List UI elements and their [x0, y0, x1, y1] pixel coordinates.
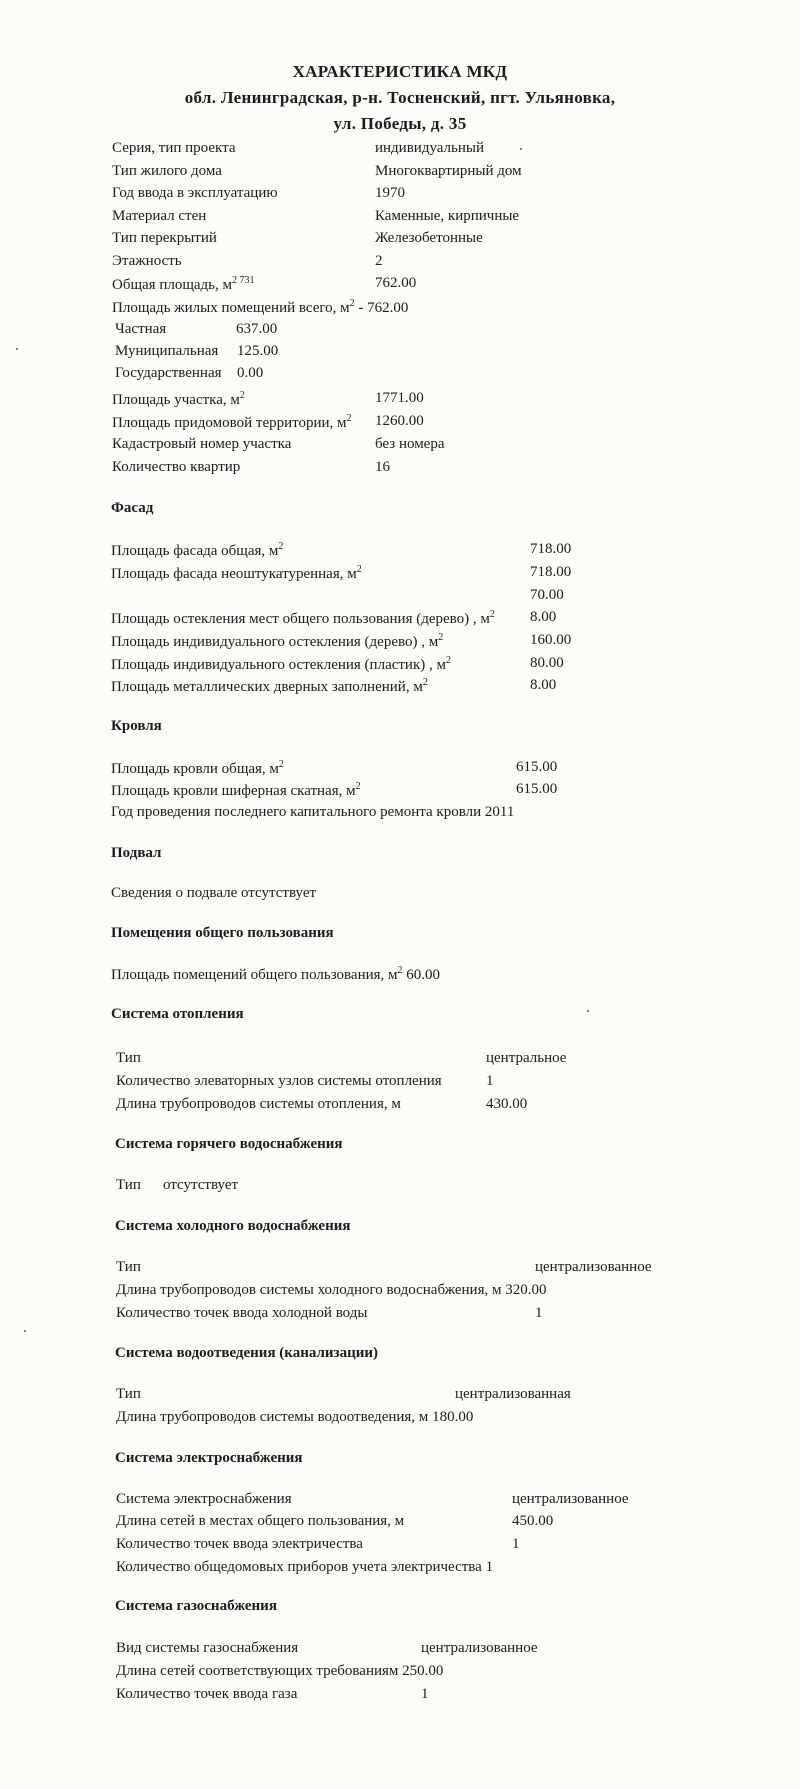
row-value: 8.00 — [530, 677, 557, 693]
row-label-text: Серия, тип проекта — [112, 140, 236, 156]
section-title: Система холодного водоснабжения — [115, 1218, 351, 1234]
row-label-text: Площадь жилых помещений всего, м — [112, 300, 350, 316]
section-title: Кровля — [111, 718, 162, 734]
row-label-text: Площадь фасада общая, м — [111, 543, 279, 559]
row-value: 1 — [512, 1536, 520, 1552]
row-label — [112, 141, 236, 156]
scan-speck — [587, 1010, 589, 1012]
row-label-text: Материал стен — [112, 208, 207, 224]
row-value: 0.00 — [237, 365, 264, 381]
row-inline-value: 60.00 — [402, 967, 441, 983]
row-label — [116, 1641, 298, 1656]
section-title: Система газоснабжения — [115, 1598, 277, 1614]
row-label-text: Тип — [116, 1177, 141, 1193]
doc-address-line2: ул. Победы, д. 35 — [333, 114, 467, 133]
scan-speck — [520, 148, 522, 150]
row-value: 2 — [375, 253, 383, 269]
row-value: 718.00 — [530, 564, 572, 580]
row-label — [111, 542, 283, 559]
row-value: 125.00 — [237, 343, 279, 359]
row-label-text: Площадь участка, м — [112, 392, 240, 408]
row-label — [112, 186, 278, 201]
row-value: Многоквартирный дом — [375, 163, 522, 179]
row-label-text: Количество общедомовых приборов учета электричества — [116, 1559, 482, 1575]
row-label — [112, 276, 255, 293]
unit-superscript: 2 — [422, 677, 428, 688]
row-label-text: Тип — [116, 1259, 141, 1275]
row-inline-value: - 762.00 — [354, 300, 409, 316]
row-label — [112, 209, 206, 224]
row-label-text: Площадь индивидуального остекления (дерево) , м — [111, 634, 439, 650]
row-label — [112, 254, 182, 269]
row-value: централизованная — [455, 1386, 571, 1402]
row-label — [112, 437, 291, 452]
row-value: 718.00 — [530, 541, 572, 557]
section-title: Помещения общего пользования — [111, 925, 334, 941]
row-label — [111, 760, 284, 777]
unit-superscript: 2 — [346, 413, 352, 424]
row-label — [116, 1074, 442, 1089]
row-label — [116, 1537, 363, 1552]
row-inline-value: 250.00 — [398, 1663, 444, 1679]
row-label-text: Тип — [116, 1386, 141, 1402]
section-title: Фасад — [111, 500, 154, 516]
row-value: 16 — [375, 459, 390, 475]
row-value: 1260.00 — [375, 413, 424, 429]
unit-superscript: 2 — [278, 759, 284, 770]
basement-note: Сведения о подвале отсутствует — [111, 885, 317, 901]
row-label — [116, 1283, 546, 1298]
row-label — [116, 1387, 141, 1402]
unit-superscript: 2 — [349, 298, 355, 309]
unit-superscript: 2 — [438, 632, 444, 643]
row-label — [111, 805, 514, 820]
row-label-text: Длина сетей в местах общего пользования, м — [116, 1513, 405, 1529]
row-label — [116, 1410, 473, 1425]
unit-superscript: 2 — [397, 965, 403, 976]
row-label — [111, 633, 443, 650]
row-label-text: Количество точек ввода газа — [116, 1686, 298, 1702]
row-label-text: Площадь помещений общего пользования, м — [111, 967, 398, 983]
row-label — [116, 1687, 297, 1702]
row-label — [116, 1560, 493, 1575]
row-inline-value: 1 — [481, 1559, 494, 1575]
row-inline-value: 180.00 — [428, 1409, 474, 1425]
row-label-text: Количество элеваторных узлов системы отопления — [116, 1073, 442, 1089]
row-label — [112, 231, 217, 246]
row-label — [116, 1306, 367, 1321]
row-value: 762.00 — [375, 275, 417, 291]
row-label-text: Система электроснабжения — [116, 1491, 292, 1507]
row-value: Каменные, кирпичные — [375, 208, 520, 224]
unit-superscript: 2 — [489, 609, 495, 620]
unit-superscript: 2 731 — [232, 275, 255, 286]
row-value: 70.00 — [530, 587, 564, 603]
unit-superscript: 2 — [239, 390, 245, 401]
section-title: Система отопления — [111, 1006, 244, 1022]
row-label-text: Этажность — [112, 253, 182, 269]
row-value: 637.00 — [236, 321, 278, 337]
row-label — [115, 322, 166, 337]
unit-superscript: 2 — [355, 781, 361, 792]
row-value: 1 — [486, 1073, 494, 1089]
row-label-text: Площадь металлических дверных заполнений, м — [111, 679, 423, 695]
row-value: Железобетонные — [375, 230, 483, 246]
row-label-text: Вид системы газоснабжения — [116, 1640, 299, 1656]
row-value: индивидуальный — [375, 140, 485, 156]
row-value: централизованное — [512, 1491, 629, 1507]
row-label — [111, 610, 495, 627]
row-label-text: Год ввода в эксплуатацию — [112, 185, 278, 201]
unit-superscript: 2 — [446, 655, 451, 666]
row-label — [115, 366, 222, 381]
row-label — [111, 656, 451, 673]
row-value: централизованное — [535, 1259, 652, 1275]
section-title: Система водоотведения (канализации) — [115, 1345, 378, 1361]
row-label — [112, 414, 352, 431]
row-value: центральное — [486, 1050, 567, 1066]
info-row — [111, 966, 440, 983]
row-label-text: Государственная — [115, 365, 222, 381]
row-label — [112, 299, 408, 316]
row-label — [116, 1178, 141, 1193]
row-label — [116, 1492, 292, 1507]
row-label-text: Длина сетей соответствующих требованиям — [116, 1663, 399, 1679]
row-label-text: Частная — [115, 321, 167, 337]
row-label — [112, 460, 240, 475]
row-label — [116, 1260, 141, 1275]
row-label — [111, 565, 362, 582]
row-inline-value: 2011 — [481, 804, 515, 820]
row-label — [112, 164, 222, 179]
row-label-text: Количество точек ввода электричества — [116, 1536, 363, 1552]
row-label-text: Площадь индивидуального остекления (пластик) , м — [111, 657, 446, 673]
unit-superscript: 2 — [278, 541, 284, 552]
row-value: 8.00 — [530, 609, 557, 625]
row-value: 80.00 — [530, 655, 564, 671]
row-value: 450.00 — [512, 1513, 554, 1529]
row-inline-value: 320.00 — [501, 1282, 547, 1298]
doc-title: ХАРАКТЕРИСТИКА МКД — [292, 62, 508, 81]
row-label-text: Тип перекрытий — [112, 230, 217, 246]
row-label-text: Количество точек ввода холодной воды — [116, 1305, 368, 1321]
row-value: 430.00 — [486, 1096, 528, 1112]
row-label-text: Площадь кровли шиферная скатная, м — [111, 783, 356, 799]
row-value: 1771.00 — [375, 390, 424, 406]
scan-speck — [16, 348, 18, 350]
row-label-text: Площадь придомовой территории, м — [112, 415, 347, 431]
row-label-text: Площадь кровли общая, м — [111, 761, 279, 777]
scan-speck — [24, 1330, 26, 1332]
row-label — [115, 344, 218, 359]
section-title: Подвал — [111, 845, 162, 861]
doc-address-line1: обл. Ленинградская, р-н. Тосненский, пгт. Ульяновка, — [184, 88, 616, 107]
unit-superscript: 2 — [356, 564, 362, 575]
row-label-text: Длина трубопроводов системы отопления, м — [116, 1096, 401, 1112]
row-label-text: Тип жилого дома — [112, 163, 222, 179]
section-title: Система горячего водоснабжения — [115, 1136, 343, 1152]
row-label-text: Длина трубопроводов системы водоотведения, м — [116, 1409, 429, 1425]
row-label-text: Длина трубопроводов системы холодного водоснабжения, м — [116, 1282, 502, 1298]
row-label — [116, 1664, 443, 1679]
row-label — [111, 678, 428, 695]
row-value: 1970 — [375, 185, 405, 201]
row-value: 615.00 — [516, 781, 558, 797]
row-label-text: Общая площадь, м — [112, 277, 233, 293]
row-label — [116, 1097, 401, 1112]
row-label — [116, 1051, 141, 1066]
row-value: централизованное — [421, 1640, 538, 1656]
row-value: 1 — [535, 1305, 543, 1321]
row-label-text: Площадь фасада неоштукатуренная, м — [111, 566, 357, 582]
row-value: отсутствует — [163, 1177, 239, 1193]
row-label-text: Площадь остекления мест общего пользования (дерево) , м — [111, 611, 490, 627]
row-label-text: Тип — [116, 1050, 141, 1066]
row-value: без номера — [375, 436, 445, 452]
row-value: 1 — [421, 1686, 429, 1702]
section-title: Система электроснабжения — [115, 1450, 303, 1466]
row-label — [116, 1514, 404, 1529]
row-label-text: Год проведения последнего капитального ремонта кровли — [111, 804, 482, 820]
row-value: 615.00 — [516, 759, 558, 775]
row-label — [111, 782, 361, 799]
row-label-text: Муниципальная — [115, 343, 219, 359]
row-label-text: Количество квартир — [112, 459, 241, 475]
row-value: 160.00 — [530, 632, 572, 648]
row-label — [112, 391, 245, 408]
row-label-text: Кадастровый номер участка — [112, 436, 292, 452]
